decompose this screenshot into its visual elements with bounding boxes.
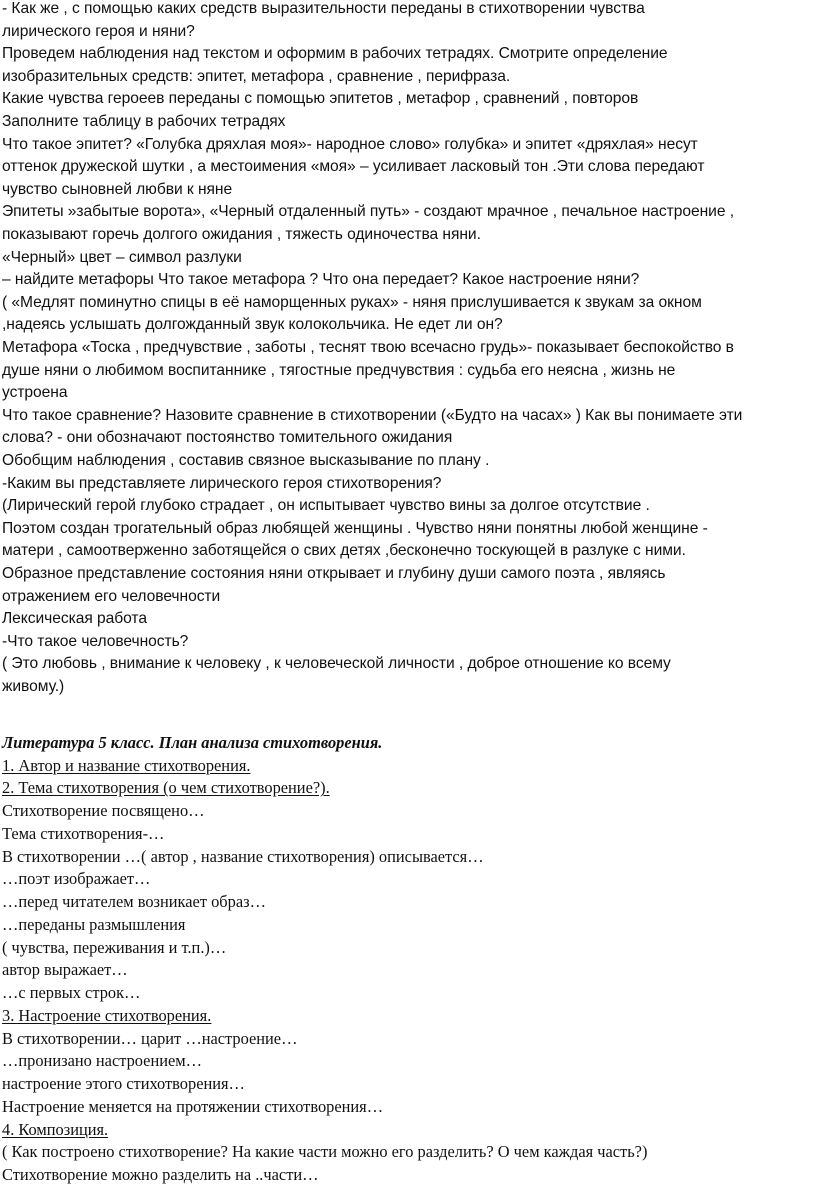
- plan-title: Литература 5 класс. План анализа стихотворения.: [2, 733, 383, 752]
- text-line: Лексическая работа: [2, 610, 147, 628]
- text-line: – найдите метафоры Что такое метафора ? Что она передает? Какое настроение няни?: [2, 271, 640, 289]
- text-line: ( Это любовь , внимание к человеку , к человеческой личности , доброе отношение ко всему: [2, 655, 671, 673]
- plan-line: автор выражает…: [2, 960, 128, 980]
- plan-heading: 4. Композиция.: [2, 1119, 109, 1139]
- text-line: душе няни о любимом воспитаннике , тягостные предчувствия : судьба его неясна , жизнь не: [2, 361, 676, 379]
- plan-line: …с первых строк…: [2, 983, 141, 1002]
- text-line: Эпитеты »забытые ворота», «Черный отдаленный путь» - создают мрачное , печальное настроение ,: [2, 203, 735, 221]
- text-line: живому.): [2, 678, 65, 695]
- text-line: ,надеясь услышать долгожданный звук колокольчика. Не едет ли он?: [2, 316, 503, 334]
- text-line: Заполните таблицу в рабочих тетрадях: [2, 113, 286, 130]
- plan-line: …перед читателем возникает образ…: [2, 892, 266, 911]
- plan-heading: 3. Настроение стихотворения.: [2, 1005, 212, 1025]
- text-line: Поэтом создан трогательный образ любящей женщины . Чувство няни понятны любой женщине -: [2, 519, 708, 537]
- text-line: (Лирический герой глубоко страдает , он испытывает чувство вины за долгое отсутствие .: [2, 497, 650, 515]
- text-line: Обобщим наблюдения , составив связное высказывание по плану .: [2, 452, 490, 469]
- plan-line: В стихотворении …( автор , название стихотворения) описывается…: [2, 846, 484, 866]
- text-line: ( «Медлят поминутно спицы в её наморщенных руках» - няня прислушивается к звукам за окном: [2, 293, 702, 311]
- text-line: - Как же , с помощью каких средств выразительности переданы в стихотворении чувства: [2, 0, 645, 17]
- plan-line: Стихотворение посвящено…: [2, 801, 205, 820]
- text-line: слова? - они обозначают постоянство томительного ожидания: [2, 429, 453, 447]
- text-line: Образное представление состояния няни открывает и глубину души самого поэта , являясь: [2, 565, 666, 582]
- plan-line: настроение этого стихотворения…: [2, 1074, 245, 1093]
- text-line: матери , самоотверженно заботящейся о свих детях ,бесконечно тоскующей в разлуке с ними.: [2, 542, 686, 560]
- text-line: «Черный» цвет – символ разлуки: [2, 248, 242, 266]
- plan-line: …пронизано настроением…: [2, 1051, 203, 1071]
- text-line: Метафора «Тоска , предчувствие , заботы , теснят твою всечасно грудь»- показывает беспокойство в: [2, 339, 734, 356]
- plan-line: В стихотворении… царит …настроение…: [2, 1028, 298, 1048]
- plan-line: ( Как построено стихотворение? На какие части можно его разделить? О чем каждая часть?): [2, 1142, 648, 1162]
- plan-heading: 1. Автор и название стихотворения.: [2, 755, 251, 775]
- text-line: -Каким вы представляете лирического героя стихотворения?: [2, 474, 442, 492]
- plan-heading: 2. Тема стихотворения (о чем стихотворение?).: [2, 778, 330, 798]
- text-line: Проведем наблюдения над текстом и оформим в рабочих тетрадях. Смотрите определение: [2, 45, 668, 63]
- text-line: Что такое эпитет? «Голубка дряхлая моя»- народное слово» голубка» и эпитет «дряхлая» несут: [2, 135, 698, 153]
- plan-line: Тема стихотворения-…: [2, 823, 165, 843]
- text-line: чувство сыновней любви к няне: [2, 180, 233, 198]
- plan-line: …переданы размышления: [2, 914, 186, 934]
- text-line: отражением его человечности: [2, 587, 221, 605]
- text-line: Какие чувства героеев переданы с помощью эпитетов , метафор , сравнений , повторов: [2, 90, 639, 108]
- text-line: оттенок дружеской шутки , а местоимения «моя» – усиливает ласковый тон .Эти слова передают: [2, 158, 705, 176]
- plan-line: Стихотворение можно разделить на ..части…: [2, 1165, 319, 1184]
- plan-line: Настроение меняется на протяжении стихотворения…: [2, 1096, 384, 1116]
- text-line: показывают горечь долгого ожидания , тяжесть одиночества няни.: [2, 226, 481, 243]
- text-line: лирического героя и няни?: [2, 22, 195, 40]
- text-line: устроена: [2, 384, 68, 402]
- text-line: изобразительных средств: эпитет, метафора , сравнение , перифраза.: [2, 67, 511, 85]
- plan-line: ( чувства, переживания и т.п.)…: [2, 937, 227, 957]
- text-line: Что такое сравнение? Назовите сравнение в стихотворении («Будто на часах» ) Как вы понимаете эти: [2, 406, 743, 424]
- text-line: -Что такое человечность?: [2, 632, 189, 650]
- plan-line: …поэт изображает…: [2, 869, 151, 889]
